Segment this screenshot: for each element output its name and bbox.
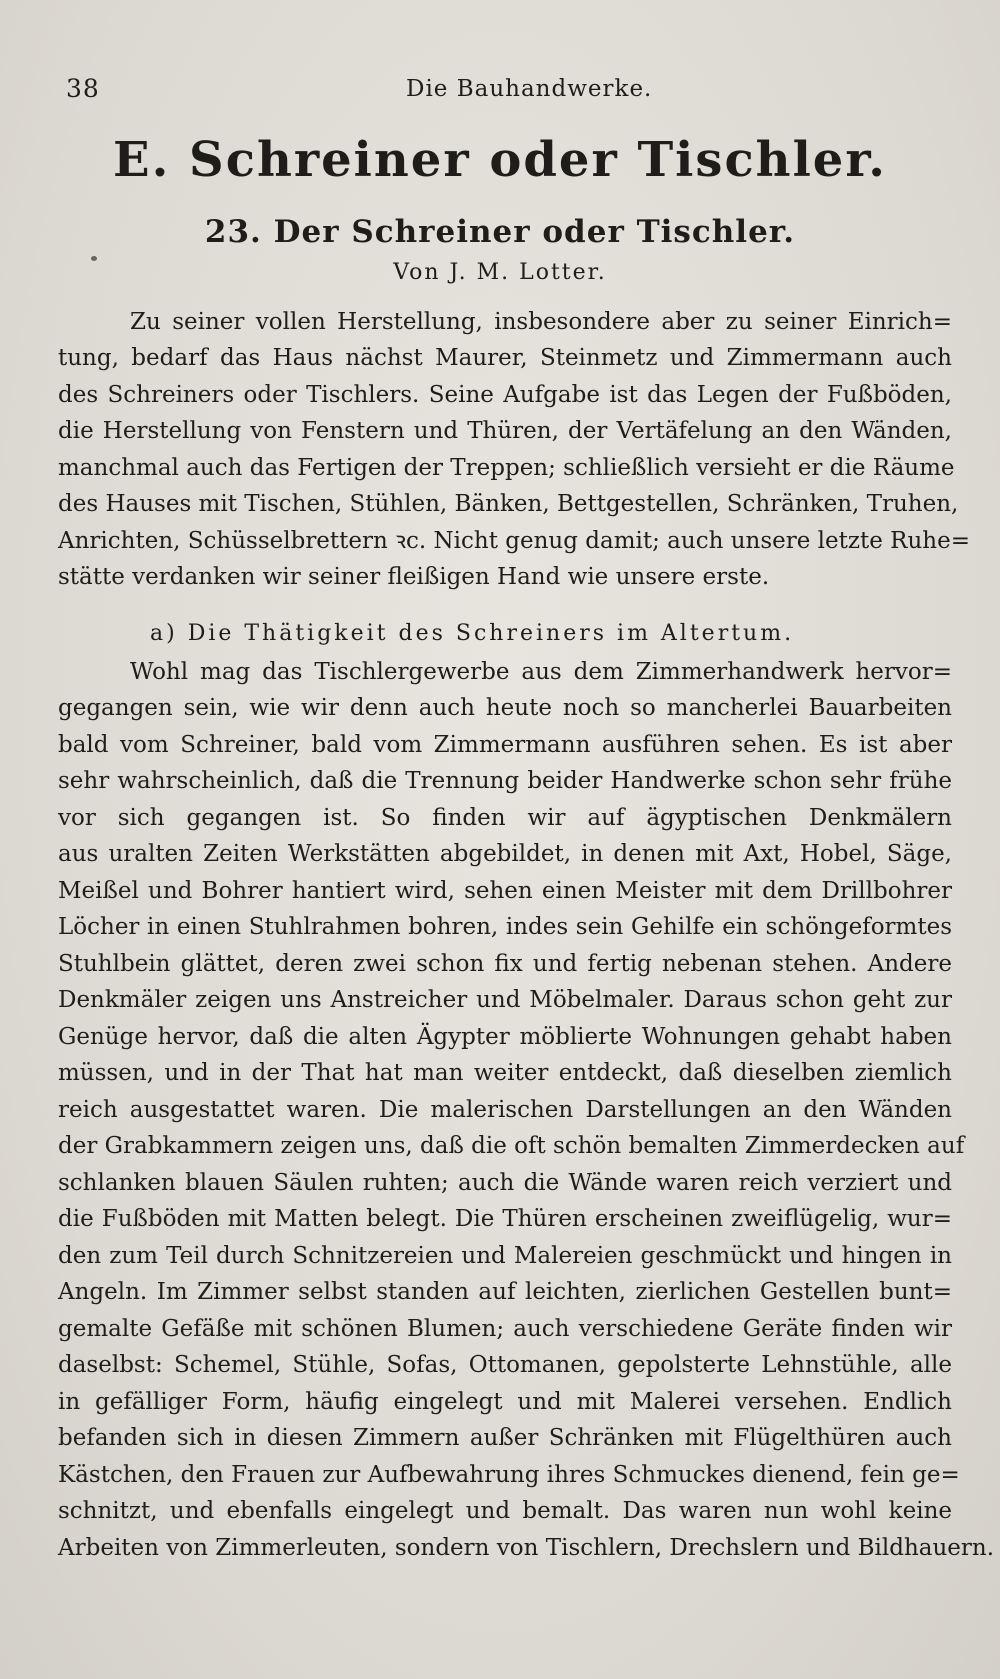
paragraph-1-line: Zu seiner vollen Herstellung, insbesondere aber zu seiner Einrich= xyxy=(130,309,952,335)
paragraph-1-line: Anrichten, Schüsselbrettern ꝛc. Nicht genug damit; auch unsere letzte Ruhe= xyxy=(58,528,970,554)
paragraph-2-line: die Fußböden mit Matten belegt. Die Thüren erscheinen zweiflügelig, wur= xyxy=(58,1206,952,1232)
paragraph-2-line: Meißel und Bohrer hantiert wird, sehen einen Meister mit dem Drillbohrer xyxy=(58,878,952,904)
paragraph-2-line: müssen, und in der That hat man weiter entdeckt, daß dieselben ziemlich xyxy=(58,1060,952,1086)
paragraph-2-line: gemalte Gefäße mit schönen Blumen; auch verschiedene Geräte finden wir xyxy=(58,1316,952,1342)
paragraph-2-line: gegangen sein, wie wir denn auch heute noch so mancherlei Bauarbeiten xyxy=(58,695,952,721)
paragraph-2-line: daselbst: Schemel, Stühle, Sofas, Ottomanen, gepolsterte Lehnstühle, alle xyxy=(58,1352,952,1378)
paragraph-2-line: Angeln. Im Zimmer selbst standen auf leichten, zierlichen Gestellen bunt= xyxy=(58,1279,952,1305)
subsection-heading: a) Die Thätigkeit des Schreiners im Altertum. xyxy=(150,621,795,646)
page-header xyxy=(66,74,946,114)
paragraph-2-line: befanden sich in diesen Zimmern außer Schränken mit Flügelthüren auch xyxy=(58,1425,952,1451)
paragraph-1-line: stätte verdanken wir seiner fleißigen Hand wie unsere erste. xyxy=(58,564,770,590)
paragraph-1-line: manchmal auch das Fertigen der Treppen; schließlich versieht er die Räume xyxy=(58,455,955,481)
running-head: Die Bauhandwerke. xyxy=(406,76,653,102)
author-line: Von J. M. Lotter. xyxy=(393,260,607,285)
paragraph-2-line: sehr wahrscheinlich, daß die Trennung beider Handwerke schon sehr frühe xyxy=(58,768,952,794)
paragraph-1-line: tung, bedarf das Haus nächst Maurer, Steinmetz und Zimmermann auch xyxy=(58,345,952,371)
paragraph-2-line: Stuhlbein glättet, deren zwei schon fix und fertig nebenan stehen. Andere xyxy=(58,951,952,977)
paragraph-2-line: Löcher in einen Stuhlrahmen bohren, indes sein Gehilfe ein schöngeformtes xyxy=(58,914,952,940)
paragraph-2-line: Wohl mag das Tischlergewerbe aus dem Zimmerhandwerk hervor= xyxy=(130,659,952,685)
paragraph-1-line: des Hauses mit Tischen, Stühlen, Bänken, Bettgestellen, Schränken, Truhen, xyxy=(58,491,959,517)
section-title: E. Schreiner oder Tischler. xyxy=(113,132,887,188)
paragraph-2-line: schnitzt, und ebenfalls eingelegt und bemalt. Das waren nun wohl keine xyxy=(58,1498,952,1524)
paragraph-2-line: schlanken blauen Säulen ruhten; auch die Wände waren reich verziert und xyxy=(58,1170,952,1196)
article-title: 23. Der Schreiner oder Tischler. xyxy=(204,214,796,250)
paragraph-2-line: den zum Teil durch Schnitzereien und Malereien geschmückt und hingen in xyxy=(58,1243,952,1269)
paragraph-2-line: der Grabkammern zeigen uns, daß die oft schön bemalten Zimmerdecken auf xyxy=(58,1133,965,1159)
paragraph-2-line: Denkmäler zeigen uns Anstreicher und Möbelmaler. Daraus schon geht zur xyxy=(58,987,952,1013)
paragraph-2-line: Genüge hervor, daß die alten Ägypter möblierte Wohnungen gehabt haben xyxy=(58,1024,952,1050)
paragraph-2-line: vor sich gegangen ist. So finden wir auf ägyptischen Denkmälern xyxy=(58,805,952,831)
paragraph-1-line: die Herstellung von Fenstern und Thüren, der Vertäfelung an den Wänden, xyxy=(58,418,952,444)
page-number: 38 xyxy=(66,74,100,103)
paragraph-2-line: aus uralten Zeiten Werkstätten abgebildet, in denen mit Axt, Hobel, Säge, xyxy=(58,841,952,867)
paragraph-2-line: reich ausgestattet waren. Die malerischen Darstellungen an den Wänden xyxy=(58,1097,952,1123)
paragraph-2-line: in gefälliger Form, häufig eingelegt und mit Malerei versehen. Endlich xyxy=(58,1389,952,1415)
paragraph-2-line: Arbeiten von Zimmerleuten, sondern von Tischlern, Drechslern und Bildhauern. xyxy=(58,1535,995,1561)
paragraph-2-line: bald vom Schreiner, bald vom Zimmermann ausführen sehen. Es ist aber xyxy=(58,732,952,758)
paragraph-1-line: des Schreiners oder Tischlers. Seine Aufgabe ist das Legen der Fußböden, xyxy=(58,382,952,408)
paragraph-2-line: Kästchen, den Frauen zur Aufbewahrung ihres Schmuckes dienend, fein ge= xyxy=(58,1462,960,1488)
